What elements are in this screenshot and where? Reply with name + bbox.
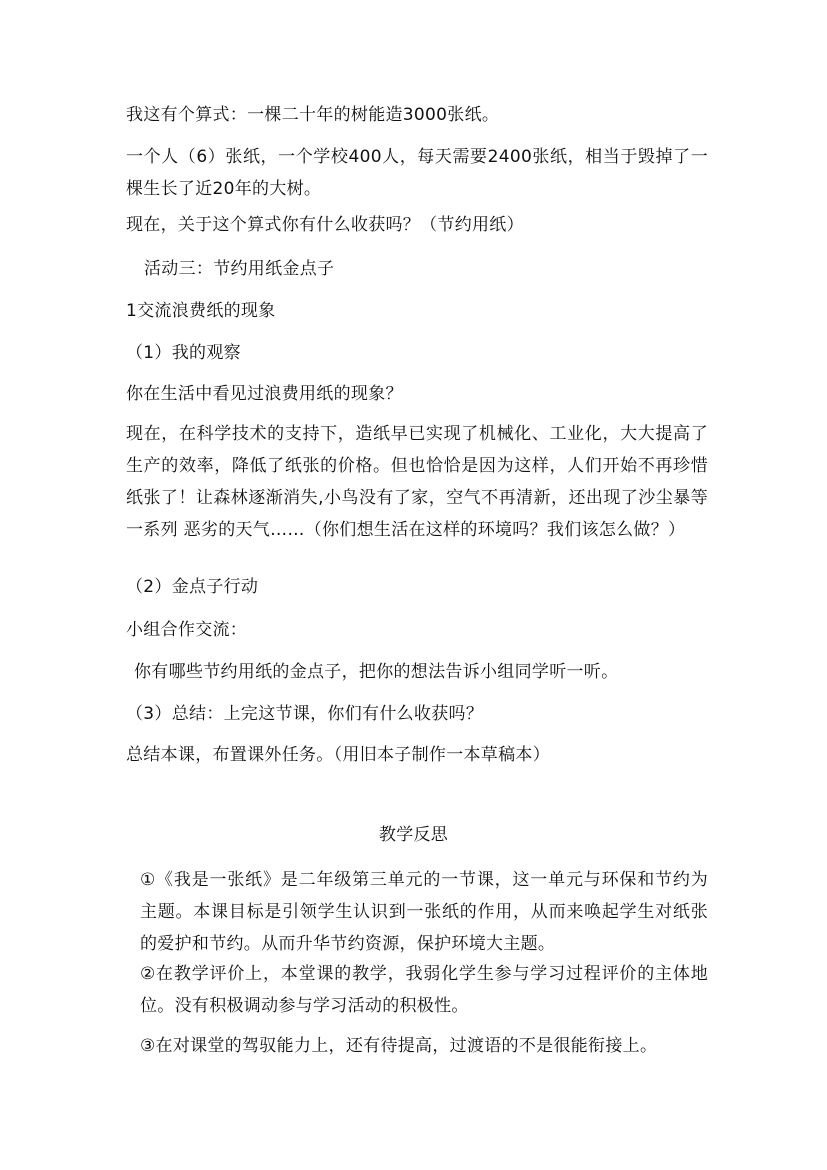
subheading-golden-ideas: （2）金点子行动 [126, 577, 259, 597]
reflection-item-2: ②在教学评价上，本堂课的教学，我弱化学生参与学习过程评价的主体地位。没有积极调动参与学习活动的积极性。 [140, 964, 708, 1016]
section-heading-waste: 1交流浪费纸的现象 [126, 301, 276, 321]
paragraph-technology: 现在，在科学技术的支持下，造纸早已实现了机械化、工业化，大大提高了生产的效率，降低了纸张的价格。但也恰恰是因为这样，人们开始不再珍惜纸张了！让森林逐渐消失,小鸟没有了家，空气不再清新，还出现了沙尘暴等一系列 恶劣的天气……（你们想生活在这样的环境吗？我们该怎么做？） [126, 424, 708, 540]
subheading-observation: （1）我的观察 [126, 343, 241, 363]
paragraph-paper-usage: 一个人（6）张纸，一个学校400人，每天需要2400张纸，相当于毁掉了一棵生长了近20年的大树。 [126, 147, 708, 199]
reflection-item-1: ①《我是一张纸》是二年级第三单元的一节课，这一单元与环保和节约为主题。本课目标是引领学生认识到一张纸的作用，从而来唤起学生对纸张的爱护和节约。从而升华节约资源，保护环境大主题。 [140, 870, 708, 954]
paragraph-observation-question: 你在生活中看见过浪费用纸的现象？ [126, 384, 403, 404]
paragraph-question: 现在，关于这个算式你有什么收获吗？（节约用纸） [126, 215, 524, 235]
activity-heading: 活动三：节约用纸金点子 [144, 259, 335, 279]
paragraph-group-discussion: 小组合作交流： [126, 620, 248, 640]
subheading-summary: （3）总结：上完这节课，你们有什么收获吗？ [126, 704, 484, 724]
paragraph-homework: 总结本课，布置课外任务。（用旧本子制作一本草稿本） [126, 745, 550, 765]
reflection-title: 教学反思 [378, 825, 449, 845]
paragraph-share-ideas: 你有哪些节约用纸的金点子，把你的想法告诉小组同学听一听。 [134, 662, 619, 682]
paragraph-formula: 我这有个算式：一棵二十年的树能造3000张纸。 [126, 105, 500, 125]
reflection-item-3: ③在对课堂的驾驭能力上，还有待提高，过渡语的不是很能衔接上。 [140, 1036, 658, 1056]
